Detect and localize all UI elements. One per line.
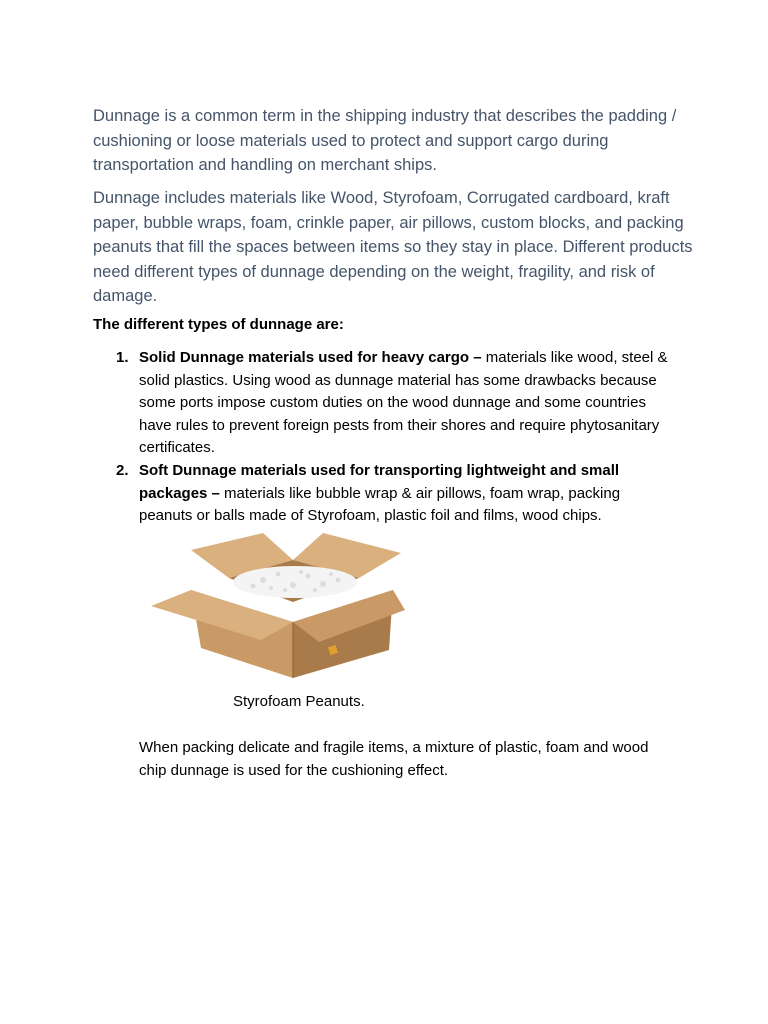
types-heading: The different types of dunnage are: xyxy=(93,316,344,333)
intro-paragraph-1: Dunnage is a common term in the shipping industry that describes the padding / cushioning or loose materials used to protect and support cargo during transportation and handling on merchant ships. xyxy=(93,107,677,174)
list-item-soft-dunnage xyxy=(93,460,673,528)
list-item-text: materials like bubble wrap & air pillows, foam wrap, packing peanuts or balls made of Styrofoam, plastic foil and films, wood chips. xyxy=(139,484,621,525)
list-item-title: Solid Dunnage materials used for heavy cargo – xyxy=(139,349,482,366)
dunnage-types-list xyxy=(93,347,673,528)
styrofoam-peanuts-box-image xyxy=(143,530,413,680)
list-item-solid-dunnage xyxy=(93,347,673,460)
figure-caption: Styrofoam Peanuts. xyxy=(233,693,365,710)
list-item-number: 1. xyxy=(116,349,129,366)
intro-paragraph-2: Dunnage includes materials like Wood, Styrofoam, Corrugated cardboard, kraft paper, bubble wraps, foam, crinkle paper, air pillows, custom blocks, and packing peanuts that fill the spaces between items so they stay in place. Different products need different types of dunnage depending on the weight, fragility, and risk of damage. xyxy=(93,189,693,305)
list-item-text: materials like wood, steel & solid plastics. Using wood as dunnage material has some drawbacks because some ports impose custom duties on the wood dunnage and some countries have rules to prevent foreign pests from their shores and require phytosanitary certificates. xyxy=(139,349,668,457)
closing-paragraph: When packing delicate and fragile items, a mixture of plastic, foam and wood chip dunnage is used for the cushioning effect. xyxy=(139,739,649,779)
list-item-title: Soft Dunnage materials used for transporting lightweight and small packages – xyxy=(139,461,620,502)
list-item-number: 2. xyxy=(116,461,129,479)
cardboard-box-illustration xyxy=(143,530,413,680)
